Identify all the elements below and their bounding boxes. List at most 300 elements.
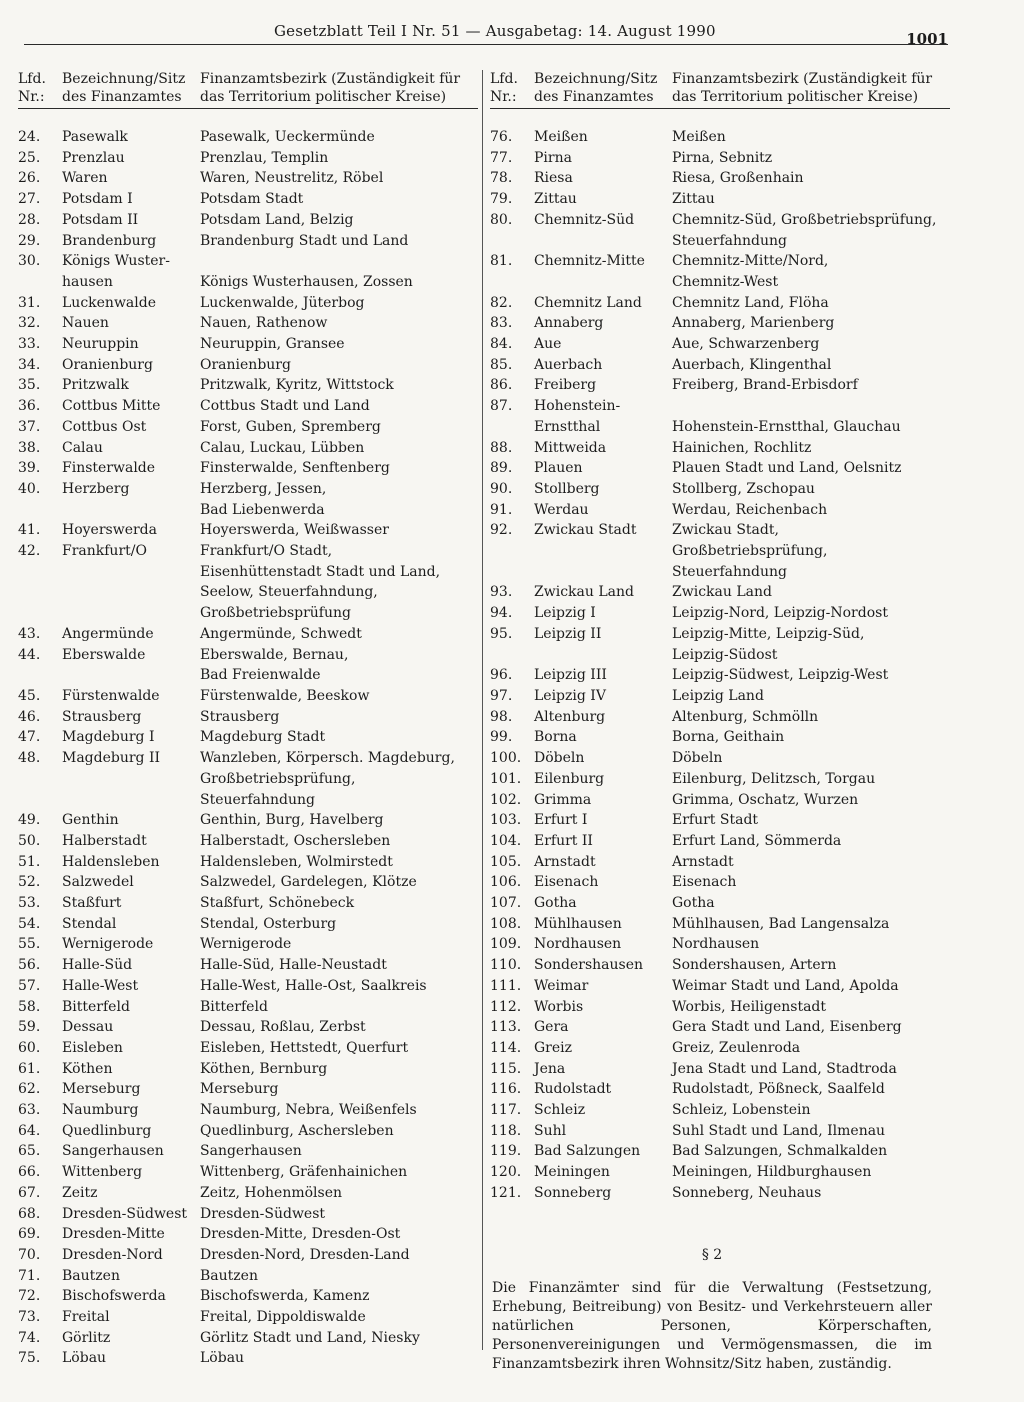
row-number: 99. — [490, 729, 513, 746]
office-name: Zwickau Land — [534, 584, 634, 601]
office-name: Cottbus Mitte — [62, 398, 161, 415]
office-name: Magdeburg II — [62, 750, 161, 767]
district-list: Strausberg — [200, 708, 280, 725]
table-row — [18, 1059, 478, 1080]
table-row — [490, 1141, 950, 1162]
row-number: 114. — [490, 1039, 522, 1056]
district-list: Hoyerswerda, Weißwasser — [200, 522, 389, 539]
office-name: Potsdam II — [62, 211, 139, 228]
row-number: 61. — [18, 1060, 41, 1077]
table-row — [18, 934, 478, 955]
table-row — [490, 976, 950, 997]
office-name: Hohenstein- Ernstthal — [534, 398, 621, 435]
office-name: Dresden-Südwest — [62, 1205, 188, 1222]
left-column — [18, 70, 478, 1369]
row-number: 95. — [490, 625, 513, 642]
district-list: Waren, Neustrelitz, Röbel — [200, 170, 384, 187]
table-row — [490, 313, 950, 334]
office-name: Wernigerode — [62, 936, 154, 953]
office-name: Zwickau Stadt — [534, 522, 637, 539]
row-number: 34. — [18, 356, 41, 373]
row-number: 73. — [18, 1309, 41, 1326]
office-name: Bitterfeld — [62, 998, 130, 1015]
row-number: 94. — [490, 605, 513, 622]
office-name: Görlitz — [62, 1329, 111, 1346]
district-list: Finsterwalde, Senftenberg — [200, 460, 390, 477]
office-name: Rudolstadt — [534, 1081, 612, 1098]
office-name: Königs Wuster- hausen — [62, 253, 170, 290]
district-list: Leipzig-Nord, Leipzig-Nordost — [672, 605, 888, 622]
table-row — [490, 1183, 950, 1204]
office-name: Salzwedel — [62, 874, 134, 891]
row-number: 88. — [490, 439, 513, 456]
office-name: Pirna — [534, 149, 572, 166]
office-name: Annaberg — [534, 315, 604, 332]
district-list: Genthin, Burg, Havelberg — [200, 812, 384, 829]
row-number: 53. — [18, 895, 41, 912]
table-row — [18, 1348, 478, 1369]
office-name: Leipzig II — [534, 625, 602, 642]
table-row — [490, 1162, 950, 1183]
left-table-body — [18, 127, 478, 1369]
office-name: Dresden-Mitte — [62, 1226, 165, 1243]
table-row — [18, 438, 478, 459]
district-list: Eisleben, Hettstedt, Querfurt — [200, 1039, 409, 1056]
office-name: Haldensleben — [62, 853, 160, 870]
table-row — [18, 748, 478, 810]
office-name: Leipzig I — [534, 605, 596, 622]
office-name: Aue — [534, 336, 562, 353]
table-row — [18, 1121, 478, 1142]
office-name: Meiningen — [534, 1164, 610, 1181]
header-lfd: Lfd. Nr.: — [18, 71, 46, 105]
row-number: 24. — [18, 129, 41, 145]
table-row — [18, 251, 478, 292]
office-name: Löbau — [62, 1350, 107, 1367]
district-list: Freital, Dippoldiswalde — [200, 1309, 366, 1326]
table-row — [490, 934, 950, 955]
office-name: Nauen — [62, 315, 109, 332]
row-number: 33. — [18, 336, 41, 353]
district-list: Zeitz, Hohenmölsen — [200, 1184, 343, 1201]
district-list: Brandenburg Stadt und Land — [200, 232, 409, 249]
office-name: Luckenwalde — [62, 294, 156, 311]
district-list: Freiberg, Brand-Erbisdorf — [672, 377, 858, 394]
district-list: Zwickau Stadt, Großbetriebsprüfung, Steuerfahndung — [672, 522, 828, 580]
district-list: Aue, Schwarzenberg — [672, 336, 820, 353]
section-2 — [492, 1246, 932, 1374]
office-name: Angermünde — [62, 625, 154, 642]
district-list: Pritzwalk, Kyritz, Wittstock — [200, 377, 394, 394]
row-number: 60. — [18, 1039, 41, 1056]
district-list: Neuruppin, Gransee — [200, 336, 345, 353]
office-name: Arnstadt — [534, 853, 596, 870]
row-number: 46. — [18, 708, 41, 725]
district-list: Jena Stadt und Land, Stadtroda — [672, 1060, 897, 1077]
district-list: Salzwedel, Gardelegen, Klötze — [200, 874, 417, 891]
row-number: 68. — [18, 1205, 41, 1222]
table-row — [18, 210, 478, 231]
office-name: Herzberg — [62, 480, 130, 497]
district-list: Herzberg, Jessen, Bad Liebenwerda — [200, 480, 327, 518]
row-number: 74. — [18, 1329, 41, 1346]
table-row — [490, 686, 950, 707]
office-name: Pritzwalk — [62, 377, 129, 394]
page-number: 1001 — [906, 30, 948, 48]
table-row — [18, 127, 478, 148]
row-number: 47. — [18, 729, 41, 746]
office-name: Eberswalde — [62, 646, 146, 663]
office-name: Strausberg — [62, 708, 142, 725]
district-list: Frankfurt/O Stadt, Eisenhüttenstadt Stadt und Land, Seelow, Steuerfahndung, Großbetriebsprüfung — [200, 543, 441, 622]
table-row — [490, 251, 950, 292]
row-number: 44. — [18, 646, 41, 663]
district-list: Wittenberg, Gräfenhainichen — [200, 1164, 408, 1181]
row-number: 25. — [18, 149, 41, 166]
row-number: 49. — [18, 812, 41, 829]
office-name: Pasewalk — [62, 129, 128, 145]
district-list: Magdeburg Stadt — [200, 729, 326, 746]
office-name: Potsdam I — [62, 191, 133, 208]
row-number: 82. — [490, 294, 513, 311]
office-name: Sondershausen — [534, 957, 644, 974]
office-name: Mühlhausen — [534, 915, 622, 932]
district-list: Chemnitz-Süd, Großbetriebsprüfung, Steuerfahndung — [672, 211, 937, 249]
office-name: Wittenberg — [62, 1164, 143, 1181]
office-name: Plauen — [534, 460, 583, 477]
district-list: Halle-Süd, Halle-Neustadt — [200, 957, 387, 974]
office-name: Erfurt I — [534, 812, 588, 829]
table-row — [490, 707, 950, 728]
district-list: Calau, Luckau, Lübben — [200, 439, 365, 456]
row-number: 75. — [18, 1350, 41, 1367]
table-row — [18, 355, 478, 376]
table-row — [18, 293, 478, 314]
office-name: Calau — [62, 439, 103, 456]
row-number: 70. — [18, 1246, 41, 1263]
district-list: Annaberg, Marienberg — [672, 315, 835, 332]
office-name: Finsterwalde — [62, 460, 156, 477]
row-number: 29. — [18, 232, 41, 249]
office-name: Auerbach — [534, 356, 603, 373]
office-name: Sangerhausen — [62, 1143, 164, 1160]
office-name: Dessau — [62, 1019, 114, 1036]
section-text: Die Finanzämter sind für die Verwaltung (Festsetzung, Erhebung, Beitreibung) von Besitz- und Verkehrsteuern aller natürlichen Personen, Körperschaften, Personenvereinigungen und Vermögensmassen, die im Finanzamtsbezirk ihren Wohnsitz/Sitz haben, zuständig. — [492, 1280, 932, 1372]
row-number: 110. — [490, 957, 522, 974]
section-heading: § 2 — [701, 1247, 723, 1263]
office-name: Chemnitz-Mitte — [534, 253, 645, 270]
row-number: 67. — [18, 1184, 41, 1201]
table-row — [18, 231, 478, 252]
table-row — [18, 1100, 478, 1121]
table-row — [18, 1017, 478, 1038]
table-header — [490, 70, 950, 109]
row-number: 30. — [18, 253, 41, 270]
office-name: Sonneberg — [534, 1184, 612, 1201]
district-list: Meißen — [672, 129, 726, 145]
district-list: Halle-West, Halle-Ost, Saalkreis — [200, 977, 427, 994]
district-list: Erfurt Stadt — [672, 812, 759, 829]
row-number: 32. — [18, 315, 41, 332]
office-name: Frankfurt/O — [62, 543, 147, 560]
row-number: 117. — [490, 1102, 522, 1119]
table-row — [18, 893, 478, 914]
district-list: Stollberg, Zschopau — [672, 480, 815, 497]
row-number: 42. — [18, 543, 41, 560]
row-number: 96. — [490, 667, 513, 684]
table-row — [18, 541, 478, 624]
table-row — [18, 1307, 478, 1328]
table-row — [18, 334, 478, 355]
office-name: Mittweida — [534, 439, 607, 456]
right-table-body — [490, 127, 950, 1204]
district-list: Mühlhausen, Bad Langensalza — [672, 915, 890, 932]
district-list: Pirna, Sebnitz — [672, 149, 773, 166]
row-number: 91. — [490, 501, 513, 518]
table-row — [18, 645, 478, 686]
row-number: 26. — [18, 170, 41, 187]
table-row — [18, 168, 478, 189]
district-list: Dresden-Mitte, Dresden-Ost — [200, 1226, 401, 1243]
page-header — [24, 18, 948, 45]
district-list: Zittau — [672, 191, 715, 208]
district-list: Auerbach, Klingenthal — [672, 356, 832, 373]
row-number: 116. — [490, 1081, 522, 1098]
district-list: Haldensleben, Wolmirstedt — [200, 853, 393, 870]
office-name: Magdeburg I — [62, 729, 155, 746]
district-list: Oranienburg — [200, 356, 291, 373]
office-name: Chemnitz-Süd — [534, 211, 635, 228]
office-name: Chemnitz Land — [534, 294, 642, 311]
district-list: Köthen, Bernburg — [200, 1060, 328, 1077]
row-number: 52. — [18, 874, 41, 891]
table-row — [18, 313, 478, 334]
row-number: 111. — [490, 977, 522, 994]
district-list: Potsdam Land, Belzig — [200, 211, 354, 228]
row-number: 109. — [490, 936, 522, 953]
district-list: Potsdam Stadt — [200, 191, 304, 208]
table-row — [18, 1266, 478, 1287]
row-number: 58. — [18, 998, 41, 1015]
table-row — [18, 1328, 478, 1349]
table-row — [490, 997, 950, 1018]
table-row — [18, 997, 478, 1018]
table-row — [18, 976, 478, 997]
row-number: 64. — [18, 1122, 41, 1139]
row-number: 89. — [490, 460, 513, 477]
row-number: 108. — [490, 915, 522, 932]
table-row — [18, 189, 478, 210]
office-name: Staßfurt — [62, 895, 122, 912]
right-column — [490, 70, 950, 1204]
table-row — [18, 520, 478, 541]
table-row — [490, 1017, 950, 1038]
row-number: 86. — [490, 377, 513, 394]
row-number: 77. — [490, 149, 513, 166]
office-name: Freiberg — [534, 377, 597, 394]
district-list: Löbau — [200, 1350, 245, 1367]
office-name: Meißen — [534, 129, 588, 145]
table-row — [490, 1100, 950, 1121]
office-name: Freital — [62, 1309, 110, 1326]
table-row — [18, 1079, 478, 1100]
table-row — [18, 955, 478, 976]
district-list: Döbeln — [672, 750, 723, 767]
table-row — [490, 914, 950, 935]
district-list: Leipzig-Südwest, Leipzig-West — [672, 667, 889, 684]
table-row — [490, 479, 950, 500]
row-number: 40. — [18, 480, 41, 497]
district-list: Nauen, Rathenow — [200, 315, 328, 332]
table-row — [18, 375, 478, 396]
table-row — [490, 334, 950, 355]
district-list: Chemnitz Land, Flöha — [672, 294, 829, 311]
row-number: 38. — [18, 439, 41, 456]
table-row — [18, 624, 478, 645]
office-name: Waren — [62, 170, 108, 187]
table-row — [490, 520, 950, 582]
row-number: 72. — [18, 1288, 41, 1305]
row-number: 90. — [490, 480, 513, 497]
district-list: Eisenach — [672, 874, 737, 891]
office-name: Bad Salzungen — [534, 1143, 641, 1160]
row-number: 84. — [490, 336, 513, 353]
row-number: 54. — [18, 915, 41, 932]
office-name: Oranienburg — [62, 356, 153, 373]
row-number: 51. — [18, 853, 41, 870]
table-row — [490, 665, 950, 686]
row-number: 97. — [490, 687, 513, 704]
office-name: Fürstenwalde — [62, 687, 160, 704]
row-number: 27. — [18, 191, 41, 208]
district-list: Meiningen, Hildburghausen — [672, 1164, 872, 1181]
district-list: Königs Wusterhausen, Zossen — [200, 273, 413, 290]
office-name: Suhl — [534, 1122, 567, 1139]
office-name: Altenburg — [534, 708, 606, 725]
district-list: Borna, Geithain — [672, 729, 785, 746]
table-row — [490, 189, 950, 210]
district-list: Leipzig-Mitte, Leipzig-Süd, Leipzig-Südost — [672, 625, 865, 663]
table-row — [490, 375, 950, 396]
row-number: 71. — [18, 1267, 41, 1284]
office-name: Eilenburg — [534, 770, 605, 787]
office-name: Bautzen — [62, 1267, 120, 1284]
office-name: Greiz — [534, 1039, 573, 1056]
office-name: Hoyerswerda — [62, 522, 157, 539]
table-row — [18, 417, 478, 438]
district-list: Sonneberg, Neuhaus — [672, 1184, 822, 1201]
table-row — [490, 955, 950, 976]
office-name: Eisleben — [62, 1039, 123, 1056]
table-row — [490, 355, 950, 376]
row-number: 93. — [490, 584, 513, 601]
row-number: 62. — [18, 1081, 41, 1098]
table-row — [18, 872, 478, 893]
district-list: Sangerhausen — [200, 1143, 302, 1160]
office-name: Döbeln — [534, 750, 585, 767]
row-number: 41. — [18, 522, 41, 539]
table-row — [490, 748, 950, 769]
table-row — [18, 1204, 478, 1225]
district-list: Dessau, Roßlau, Zerbst — [200, 1019, 366, 1036]
office-name: Zittau — [534, 191, 577, 208]
office-name: Stollberg — [534, 480, 600, 497]
row-number: 102. — [490, 791, 522, 808]
header-lfd: Lfd. Nr.: — [490, 71, 518, 105]
table-row — [490, 810, 950, 831]
row-number: 85. — [490, 356, 513, 373]
row-number: 48. — [18, 750, 41, 767]
table-row — [490, 1059, 950, 1080]
row-number: 107. — [490, 895, 522, 912]
district-list: Plauen Stadt und Land, Oelsnitz — [672, 460, 902, 477]
row-number: 65. — [18, 1143, 41, 1160]
district-list: Gotha — [672, 895, 715, 912]
row-number: 35. — [18, 377, 41, 394]
table-row — [490, 438, 950, 459]
office-name: Schleiz — [534, 1102, 586, 1119]
row-number: 50. — [18, 832, 41, 849]
table-row — [490, 727, 950, 748]
row-number: 63. — [18, 1102, 41, 1119]
row-number: 120. — [490, 1164, 522, 1181]
district-list: Bad Salzungen, Schmalkalden — [672, 1143, 888, 1160]
gazette-title: Gesetzblatt Teil I Nr. 51 — Ausgabetag: 14. August 1990 — [274, 22, 716, 40]
row-number: 36. — [18, 398, 41, 415]
district-list: Greiz, Zeulenroda — [672, 1039, 801, 1056]
district-list: Bischofswerda, Kamenz — [200, 1288, 370, 1305]
table-row — [490, 293, 950, 314]
office-name: Leipzig IV — [534, 687, 606, 704]
row-number: 104. — [490, 832, 522, 849]
row-number: 119. — [490, 1143, 522, 1160]
table-row — [18, 686, 478, 707]
office-name: Neuruppin — [62, 336, 139, 353]
district-list: Fürstenwalde, Beeskow — [200, 687, 370, 704]
table-row — [18, 1038, 478, 1059]
table-row — [18, 727, 478, 748]
row-number: 57. — [18, 977, 41, 994]
table-row — [18, 1141, 478, 1162]
table-row — [18, 458, 478, 479]
row-number: 78. — [490, 170, 513, 187]
district-list: Arnstadt — [672, 853, 734, 870]
office-name: Köthen — [62, 1060, 113, 1077]
district-list: Pasewalk, Ueckermünde — [200, 129, 375, 145]
table-header — [18, 70, 478, 109]
row-number: 83. — [490, 315, 513, 332]
office-name: Halle-West — [62, 977, 139, 994]
table-row — [490, 1038, 950, 1059]
row-number: 55. — [18, 936, 41, 953]
table-row — [490, 872, 950, 893]
district-list: Eilenburg, Delitzsch, Torgau — [672, 770, 876, 787]
table-row — [490, 624, 950, 665]
row-number: 92. — [490, 522, 513, 539]
district-list: Prenzlau, Templin — [200, 149, 329, 166]
office-name: Zeitz — [62, 1184, 98, 1201]
table-row — [490, 210, 950, 251]
office-name: Werdau — [534, 501, 589, 518]
office-name: Leipzig III — [534, 667, 607, 684]
district-list: Schleiz, Lobenstein — [672, 1102, 811, 1119]
table-row — [18, 1286, 478, 1307]
row-number: 81. — [490, 253, 513, 270]
table-row — [18, 479, 478, 520]
table-row — [490, 1079, 950, 1100]
district-list: Forst, Guben, Spremberg — [200, 418, 381, 435]
district-list: Werdau, Reichenbach — [672, 501, 828, 518]
